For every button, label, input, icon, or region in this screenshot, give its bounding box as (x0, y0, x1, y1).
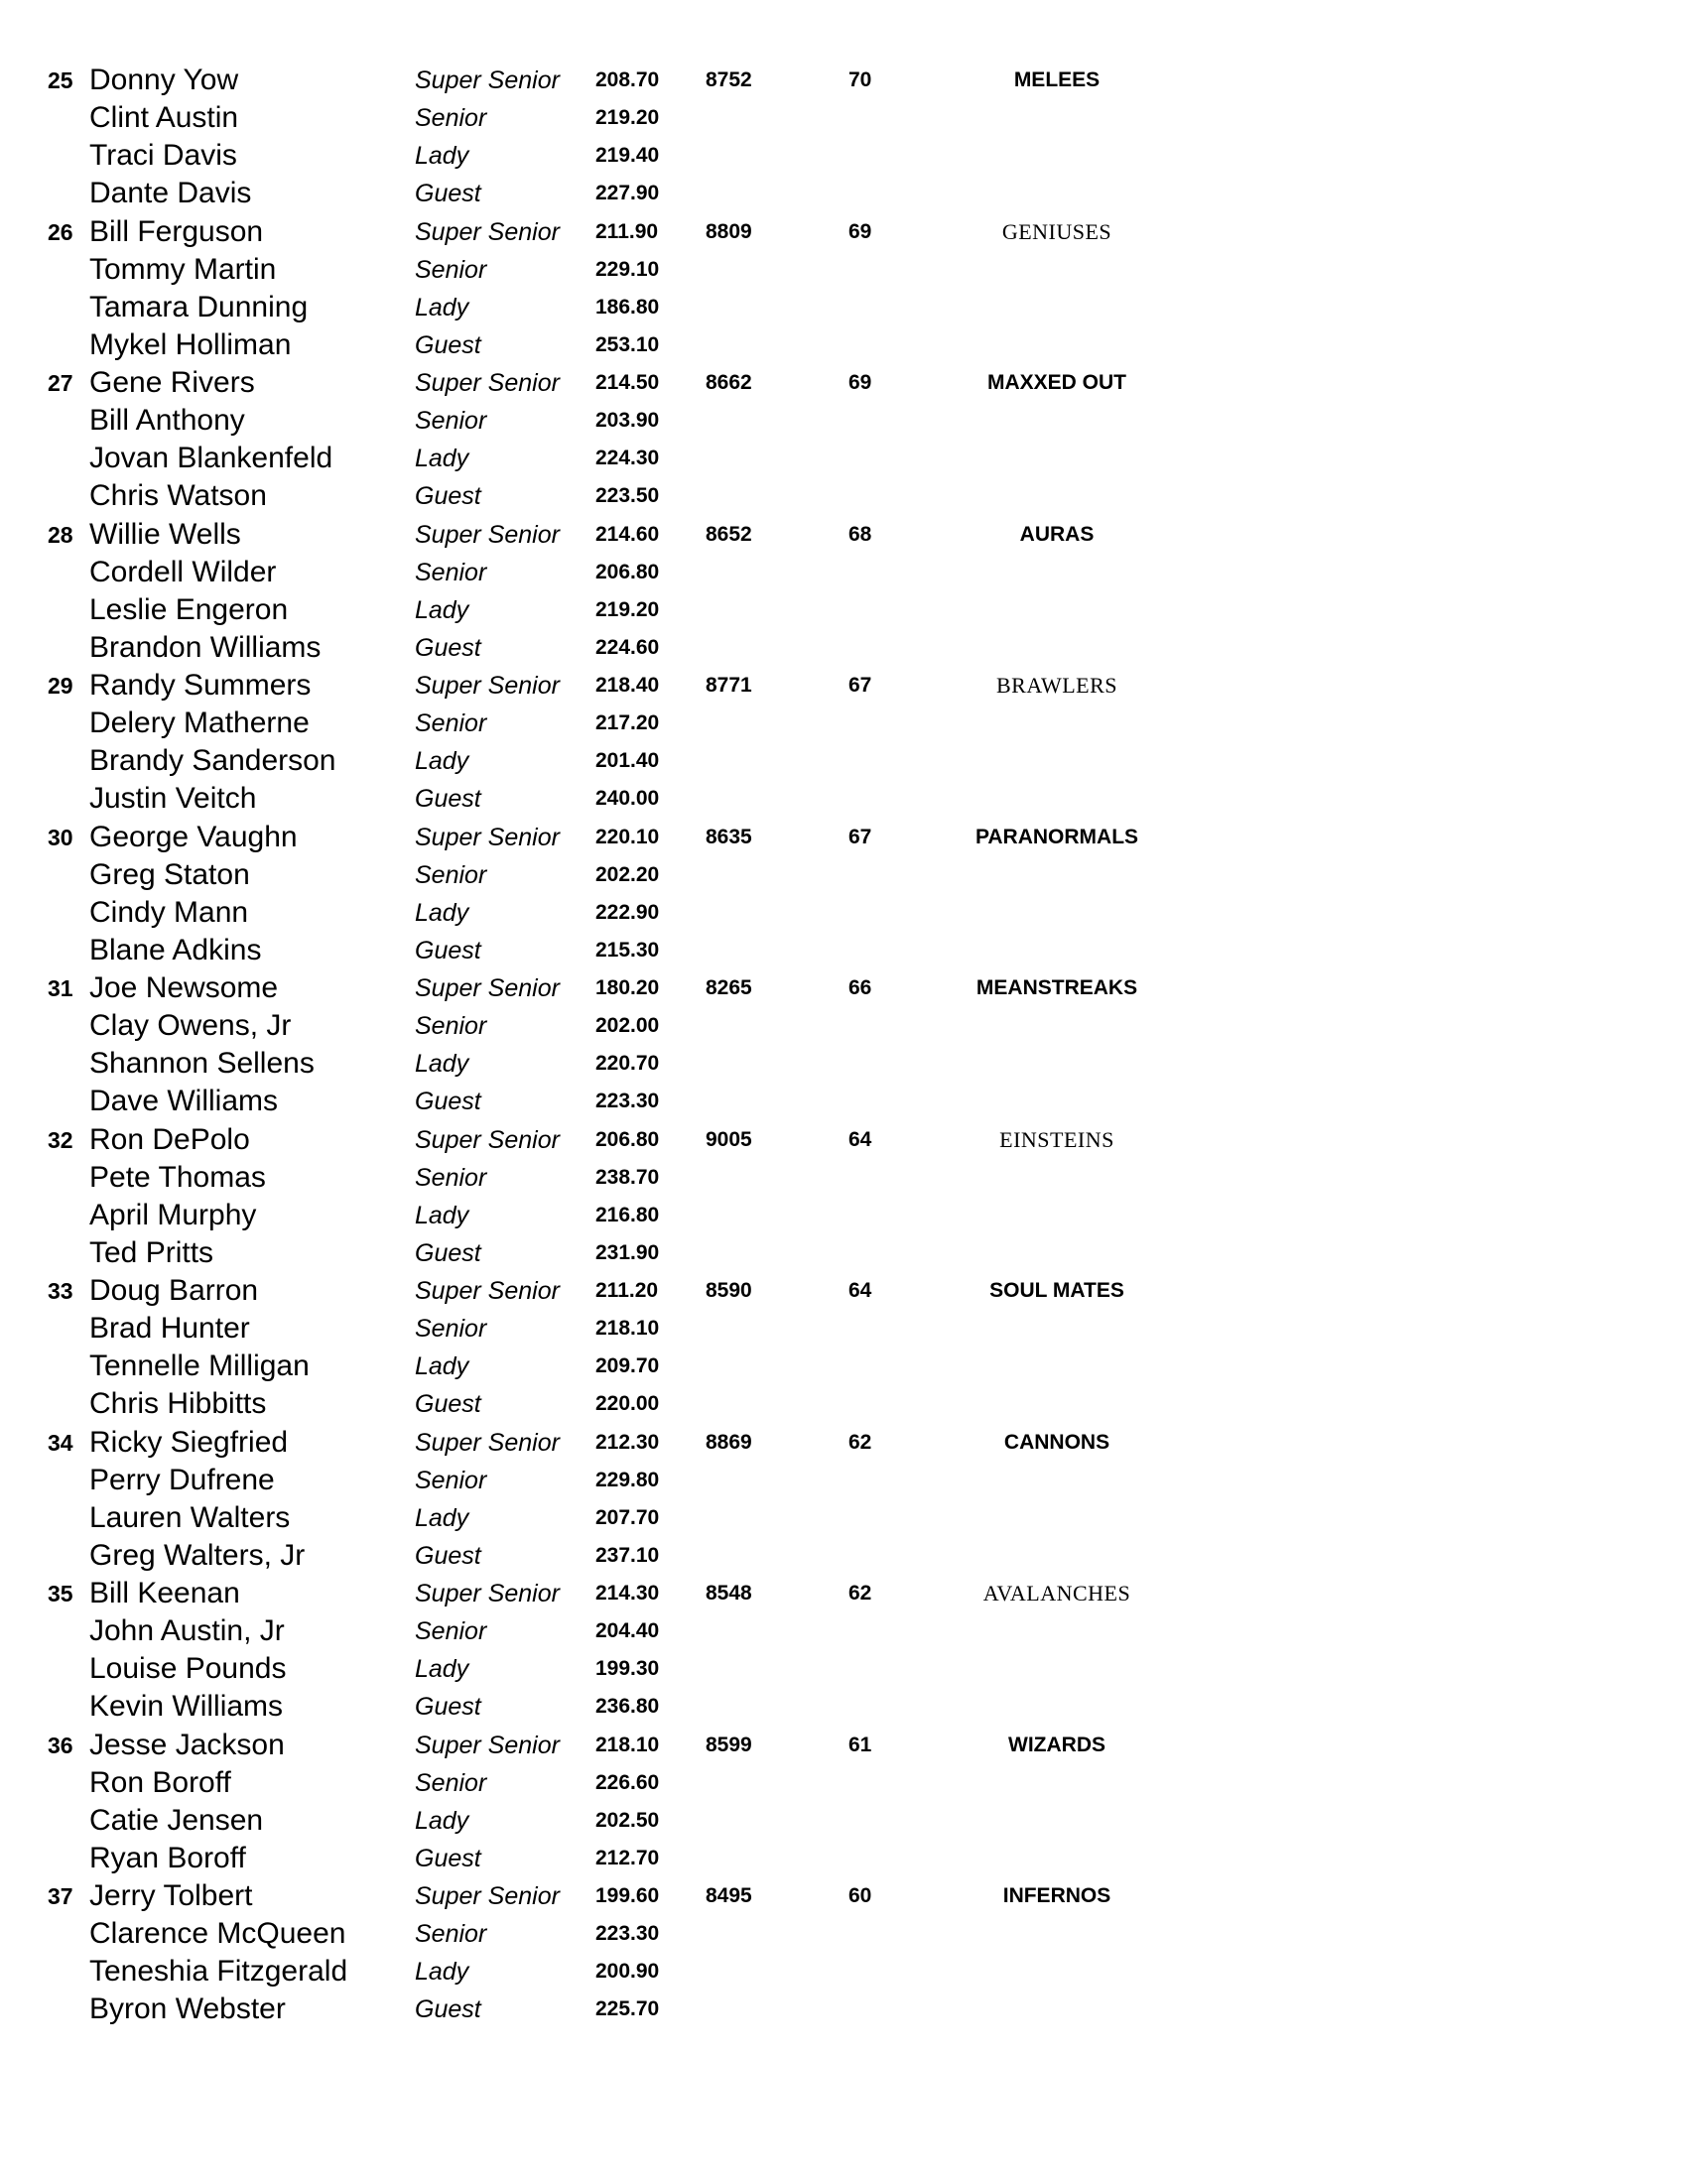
member-name: Ron DePolo (89, 1122, 250, 1156)
member-average: 202.00 (595, 1014, 660, 1038)
member-average: 236.80 (595, 1695, 660, 1719)
team-name: SOUL MATES (989, 1279, 1124, 1302)
team-total: 9005 (706, 1127, 752, 1151)
team-rank: 31 (48, 975, 73, 1001)
member-name: Kevin Williams (89, 1690, 284, 1724)
team-points: 64 (848, 1127, 872, 1151)
team-points: 62 (848, 1430, 872, 1454)
team-name: INFERNOS (1002, 1884, 1111, 1907)
member-name: Ron Boroff (89, 1765, 231, 1799)
member-name: Chris Watson (89, 479, 267, 513)
team-rank: 34 (48, 1429, 73, 1456)
member-average: 211.20 (595, 1279, 659, 1302)
member-category: Guest (415, 330, 481, 359)
member-category: Guest (415, 1390, 481, 1419)
member-average: 214.60 (595, 522, 660, 546)
team-member-row (0, 1159, 1688, 1197)
team-member-row (0, 894, 1688, 932)
member-category: Guest (415, 180, 481, 208)
member-average: 225.70 (595, 1997, 660, 2021)
team-member-row (0, 1234, 1688, 1272)
member-category: Super Senior (415, 1277, 560, 1305)
member-category: Senior (415, 255, 487, 284)
team-block (0, 1575, 1688, 1727)
team-block (0, 1877, 1688, 2029)
member-average: 220.00 (595, 1392, 660, 1416)
member-average: 207.70 (595, 1505, 660, 1529)
team-member-row (0, 856, 1688, 894)
team-points: 62 (848, 1582, 872, 1605)
team-member-row (0, 1612, 1688, 1650)
member-category: Guest (415, 1844, 481, 1872)
team-total: 8265 (706, 976, 752, 999)
member-average: 216.80 (595, 1203, 660, 1226)
team-total: 8635 (706, 825, 752, 848)
team-rank: 27 (48, 370, 73, 396)
member-average: 212.70 (595, 1846, 660, 1869)
team-member-row (0, 402, 1688, 440)
team-total: 8652 (706, 522, 752, 546)
member-category: Lady (415, 1503, 469, 1532)
member-average: 215.30 (595, 938, 660, 962)
member-name: Teneshia Fitzgerald (89, 1955, 348, 1989)
member-category: Senior (415, 104, 487, 133)
member-category: Super Senior (415, 823, 560, 851)
team-member-row (0, 1348, 1688, 1385)
member-category: Lady (415, 1201, 469, 1229)
member-name: John Austin, Jr (89, 1614, 285, 1648)
member-average: 202.50 (595, 1808, 660, 1832)
team-rank: 36 (48, 1732, 73, 1758)
member-name: Randy Summers (89, 669, 312, 702)
member-category: Senior (415, 709, 487, 738)
team-block (0, 819, 1688, 970)
team-member-row (0, 705, 1688, 742)
member-name: Ted Pritts (89, 1235, 214, 1269)
team-member-row (0, 251, 1688, 289)
member-category: Guest (415, 482, 481, 511)
member-category: Super Senior (415, 974, 560, 1002)
team-name: WIZARDS (1008, 1733, 1105, 1756)
team-standings-list (0, 62, 1688, 2029)
team-rank: 30 (48, 824, 73, 850)
member-category: Guest (415, 936, 481, 964)
team-name: BRAWLERS (995, 673, 1118, 698)
team-block (0, 667, 1688, 819)
member-average: 224.60 (595, 635, 660, 659)
member-name: Cordell Wilder (89, 555, 277, 588)
member-category: Lady (415, 595, 469, 624)
team-block (0, 1121, 1688, 1273)
member-category: Super Senior (415, 217, 560, 246)
member-average: 201.40 (595, 749, 660, 773)
member-name: Catie Jensen (89, 1803, 264, 1837)
member-average: 219.20 (595, 106, 660, 130)
member-category: Lady (415, 293, 469, 321)
team-member-row (0, 819, 1688, 856)
member-name: Perry Dufrene (89, 1463, 275, 1496)
member-name: Jerry Tolbert (89, 1879, 253, 1912)
member-name: Willie Wells (89, 517, 241, 551)
member-average: 224.30 (595, 447, 660, 470)
member-average: 223.30 (595, 1090, 660, 1113)
team-name: MEANSTREAKS (975, 976, 1138, 999)
member-name: Dante Davis (89, 177, 252, 210)
team-points: 70 (848, 68, 872, 91)
member-average: 203.90 (595, 409, 660, 433)
team-member-row (0, 1953, 1688, 1991)
member-average: 200.90 (595, 1960, 660, 1984)
member-category: Guest (415, 1693, 481, 1722)
team-points: 69 (848, 219, 872, 243)
team-member-row (0, 554, 1688, 591)
team-block (0, 516, 1688, 668)
member-name: Tennelle Milligan (89, 1349, 310, 1383)
member-category: Senior (415, 1466, 487, 1494)
team-total: 8771 (706, 674, 752, 697)
team-member-row (0, 1045, 1688, 1083)
member-name: Doug Barron (89, 1274, 259, 1307)
member-category: Senior (415, 1920, 487, 1949)
team-member-row (0, 1310, 1688, 1348)
team-points: 68 (848, 522, 872, 546)
member-name: Donny Yow (89, 64, 239, 96)
team-member-row (0, 1575, 1688, 1612)
member-average: 202.20 (595, 862, 660, 886)
team-member-row (0, 364, 1688, 402)
team-block (0, 1424, 1688, 1576)
member-category: Senior (415, 1315, 487, 1344)
team-member-row (0, 1083, 1688, 1120)
member-average: 206.80 (595, 560, 660, 583)
member-category: Lady (415, 142, 469, 171)
member-category: Guest (415, 1238, 481, 1267)
member-category: Senior (415, 860, 487, 889)
member-name: Brandon Williams (89, 630, 322, 664)
team-member-row (0, 1764, 1688, 1802)
member-name: Jesse Jackson (89, 1728, 285, 1761)
member-category: Lady (415, 1050, 469, 1079)
member-average: 219.20 (595, 597, 660, 621)
member-average: 223.50 (595, 484, 660, 508)
member-name: Ryan Boroff (89, 1841, 246, 1874)
team-total: 8662 (706, 371, 752, 394)
member-category: Lady (415, 898, 469, 927)
member-category: Lady (415, 1958, 469, 1987)
team-points: 66 (848, 976, 872, 999)
team-rank: 26 (48, 218, 73, 245)
member-category: Lady (415, 445, 469, 473)
team-member-row (0, 99, 1688, 137)
team-member-row (0, 1385, 1688, 1423)
team-member-row (0, 1840, 1688, 1877)
team-total: 8495 (706, 1884, 752, 1907)
member-category: Super Senior (415, 369, 560, 397)
team-member-row (0, 1915, 1688, 1953)
member-name: Shannon Sellens (89, 1047, 315, 1081)
member-name: Greg Staton (89, 857, 250, 891)
member-average: 229.80 (595, 1468, 660, 1491)
team-member-row (0, 1272, 1688, 1310)
member-name: Jovan Blankenfeld (89, 442, 333, 475)
member-name: Dave Williams (89, 1085, 279, 1118)
team-total: 8869 (706, 1430, 752, 1454)
member-name: Justin Veitch (89, 782, 257, 816)
team-total: 8548 (706, 1582, 752, 1605)
team-name: CANNONS (1003, 1430, 1110, 1454)
member-average: 206.80 (595, 1127, 660, 1151)
team-total: 8752 (706, 68, 752, 91)
member-name: Tommy Martin (89, 252, 277, 286)
member-name: Greg Walters, Jr (89, 1538, 306, 1572)
member-average: 237.10 (595, 1543, 660, 1567)
member-name: Tamara Dunning (89, 290, 309, 323)
member-average: 240.00 (595, 787, 660, 811)
member-name: Bill Anthony (89, 404, 245, 438)
member-name: George Vaughn (89, 820, 298, 853)
team-name: GENIUSES (1001, 218, 1112, 244)
team-member-row (0, 1877, 1688, 1915)
member-name: Chris Hibbitts (89, 1387, 267, 1421)
team-member-row (0, 1424, 1688, 1462)
team-rank: 37 (48, 1883, 73, 1909)
team-block (0, 213, 1688, 365)
member-average: 180.20 (595, 976, 660, 999)
team-member-row (0, 440, 1688, 477)
member-average: 208.70 (595, 68, 660, 91)
team-member-row (0, 175, 1688, 212)
member-average: 218.10 (595, 1317, 660, 1341)
member-average: 220.10 (595, 825, 660, 848)
member-name: Lauren Walters (89, 1500, 291, 1534)
team-block (0, 1727, 1688, 1878)
team-member-row (0, 1650, 1688, 1688)
member-name: Byron Webster (89, 1992, 286, 2026)
member-name: Mykel Holliman (89, 327, 292, 361)
team-member-row (0, 742, 1688, 780)
member-name: Traci Davis (89, 139, 237, 173)
team-points: 60 (848, 1884, 872, 1907)
team-points: 67 (848, 825, 872, 848)
member-average: 219.40 (595, 144, 660, 168)
member-category: Super Senior (415, 1125, 560, 1154)
member-category: Guest (415, 1541, 481, 1570)
team-member-row (0, 516, 1688, 554)
team-member-row (0, 1197, 1688, 1234)
member-name: Clint Austin (89, 101, 239, 135)
member-name: April Murphy (89, 1198, 257, 1231)
member-average: 223.30 (595, 1922, 660, 1946)
member-name: Cindy Mann (89, 895, 249, 929)
member-category: Senior (415, 1768, 487, 1797)
member-average: 199.60 (595, 1884, 660, 1907)
team-rank: 35 (48, 1581, 73, 1606)
team-points: 69 (848, 371, 872, 394)
member-name: Pete Thomas (89, 1160, 266, 1194)
team-rank: 28 (48, 521, 73, 548)
team-points: 64 (848, 1279, 872, 1302)
team-member-row (0, 477, 1688, 515)
team-member-row (0, 1121, 1688, 1159)
member-average: 186.80 (595, 295, 660, 319)
member-category: Senior (415, 1617, 487, 1646)
member-category: Senior (415, 558, 487, 586)
member-average: 231.90 (595, 1240, 660, 1264)
team-member-row (0, 1462, 1688, 1499)
member-category: Guest (415, 1088, 481, 1116)
member-average: 204.40 (595, 1619, 660, 1643)
member-average: 199.30 (595, 1657, 660, 1681)
team-member-row (0, 629, 1688, 667)
team-name: MAXXED OUT (986, 371, 1126, 394)
member-category: Super Senior (415, 1882, 560, 1910)
member-name: Delery Matherne (89, 707, 310, 740)
member-name: Ricky Siegfried (89, 1425, 289, 1459)
team-member-row (0, 1802, 1688, 1840)
member-category: Senior (415, 1012, 487, 1041)
member-average: 211.90 (595, 219, 659, 243)
member-category: Super Senior (415, 1428, 560, 1457)
member-category: Super Senior (415, 1731, 560, 1759)
team-rank: 33 (48, 1278, 73, 1304)
team-member-row (0, 1007, 1688, 1045)
team-total: 8599 (706, 1733, 752, 1756)
member-average: 222.90 (595, 900, 660, 924)
member-average: 227.90 (595, 182, 660, 205)
member-category: Super Senior (415, 66, 560, 94)
team-member-row (0, 932, 1688, 969)
member-name: Blane Adkins (89, 933, 262, 966)
member-average: 220.70 (595, 1052, 660, 1076)
team-name: EINSTEINS (999, 1126, 1114, 1152)
member-name: Leslie Engeron (89, 592, 289, 626)
member-category: Lady (415, 747, 469, 776)
member-category: Guest (415, 1995, 481, 2024)
member-category: Super Senior (415, 520, 560, 549)
team-member-row (0, 1537, 1688, 1575)
team-member-row (0, 62, 1688, 99)
team-member-row (0, 1991, 1688, 2028)
member-average: 226.60 (595, 1770, 660, 1794)
team-block (0, 364, 1688, 516)
member-name: Joe Newsome (89, 971, 279, 1004)
team-total: 8590 (706, 1279, 752, 1302)
team-member-row (0, 780, 1688, 818)
team-rank: 29 (48, 673, 73, 699)
member-category: Lady (415, 1655, 469, 1684)
team-rank: 25 (48, 67, 73, 93)
member-average: 238.70 (595, 1165, 660, 1189)
member-name: Gene Rivers (89, 366, 255, 399)
team-member-row (0, 1499, 1688, 1537)
member-category: Lady (415, 1352, 469, 1381)
team-block (0, 62, 1688, 213)
member-average: 218.40 (595, 674, 660, 697)
team-name: AVALANCHES (982, 1581, 1131, 1606)
member-average: 209.70 (595, 1354, 660, 1378)
member-average: 217.20 (595, 711, 660, 735)
team-rank: 32 (48, 1126, 73, 1153)
team-name: MELEES (1013, 68, 1101, 91)
team-name: AURAS (1019, 522, 1095, 546)
team-total: 8809 (706, 219, 752, 243)
team-block (0, 1272, 1688, 1424)
member-name: Bill Ferguson (89, 214, 264, 248)
member-category: Senior (415, 1163, 487, 1192)
team-name: PARANORMALS (974, 825, 1139, 848)
member-category: Senior (415, 407, 487, 436)
member-name: Brad Hunter (89, 1312, 250, 1346)
member-category: Lady (415, 1806, 469, 1835)
team-member-row (0, 1727, 1688, 1764)
member-average: 214.50 (595, 371, 660, 394)
team-member-row (0, 137, 1688, 175)
team-member-row (0, 289, 1688, 326)
member-category: Guest (415, 633, 481, 662)
team-member-row (0, 1688, 1688, 1726)
team-member-row (0, 213, 1688, 251)
member-name: Brandy Sanderson (89, 744, 336, 778)
member-category: Guest (415, 785, 481, 814)
member-category: Super Senior (415, 1580, 560, 1607)
member-name: Clarence McQueen (89, 1917, 346, 1951)
team-block (0, 969, 1688, 1121)
member-name: Louise Pounds (89, 1652, 287, 1686)
team-member-row (0, 969, 1688, 1007)
member-average: 214.30 (595, 1582, 660, 1605)
team-points: 67 (848, 674, 872, 697)
team-points: 61 (848, 1733, 872, 1756)
member-average: 212.30 (595, 1430, 660, 1454)
member-name: Bill Keenan (89, 1577, 240, 1609)
team-member-row (0, 326, 1688, 364)
member-name: Clay Owens, Jr (89, 1009, 292, 1043)
member-average: 229.10 (595, 257, 660, 281)
team-member-row (0, 667, 1688, 705)
member-average: 253.10 (595, 332, 660, 356)
member-average: 218.10 (595, 1733, 660, 1756)
team-member-row (0, 591, 1688, 629)
member-category: Super Senior (415, 672, 560, 700)
